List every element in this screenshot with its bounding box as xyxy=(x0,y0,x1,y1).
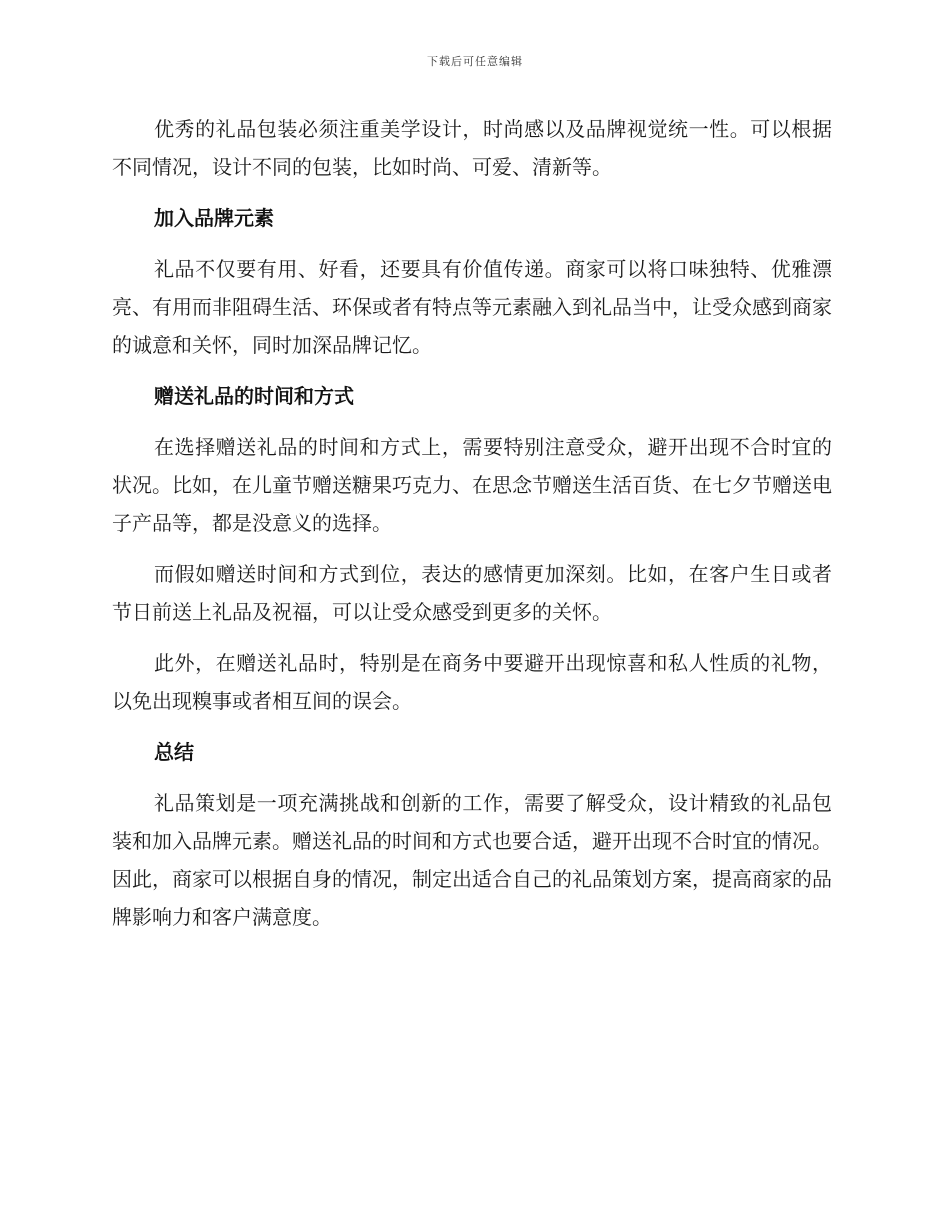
paragraph-packaging-design: 优秀的礼品包装必须注重美学设计，时尚感以及品牌视觉统一性。可以根据不同情况，设计不同的包装，比如时尚、可爱、清新等。 xyxy=(112,117,832,179)
paragraph-brand-elements: 礼品不仅要有用、好看，还要具有价值传递。商家可以将口味独特、优雅漂亮、有用而非阻碍生活、环保或者有特点等元素融入到礼品当中，让受众感到商家的诚意和关怀，同时加深品牌记忆。 xyxy=(112,257,832,357)
document-body xyxy=(112,110,832,949)
paragraph-business-caution: 此外，在赠送礼品时，特别是在商务中要避开出现惊喜和私人性质的礼物，以免出现糗事或者相互间的误会。 xyxy=(112,651,832,713)
paragraph-summary: 礼品策划是一项充满挑战和创新的工作，需要了解受众，设计精致的礼品包装和加入品牌元素。赠送礼品的时间和方式也要合适，避开出现不合时宜的情况。因此，商家可以根据自身的情况，制定出适合自己的礼品策划方案，提高商家的品牌影响力和客户满意度。 xyxy=(112,791,832,929)
paragraph-proper-timing: 而假如赠送时间和方式到位，表达的感情更加深刻。比如，在客户生日或者节日前送上礼品及祝福，可以让受众感受到更多的关怀。 xyxy=(112,562,832,624)
section-heading-brand-elements: 加入品牌元素 xyxy=(154,206,274,230)
page-header: 下载后可任意编辑 xyxy=(427,55,523,68)
section-heading-summary: 总结 xyxy=(154,740,194,764)
section-heading-timing-method: 赠送礼品的时间和方式 xyxy=(154,384,354,408)
paragraph-timing-method: 在选择赠送礼品的时间和方式上，需要特别注意受众，避开出现不合时宜的状况。比如，在儿童节赠送糖果巧克力、在思念节赠送生活百货、在七夕节赠送电子产品等，都是没意义的选择。 xyxy=(112,435,832,535)
